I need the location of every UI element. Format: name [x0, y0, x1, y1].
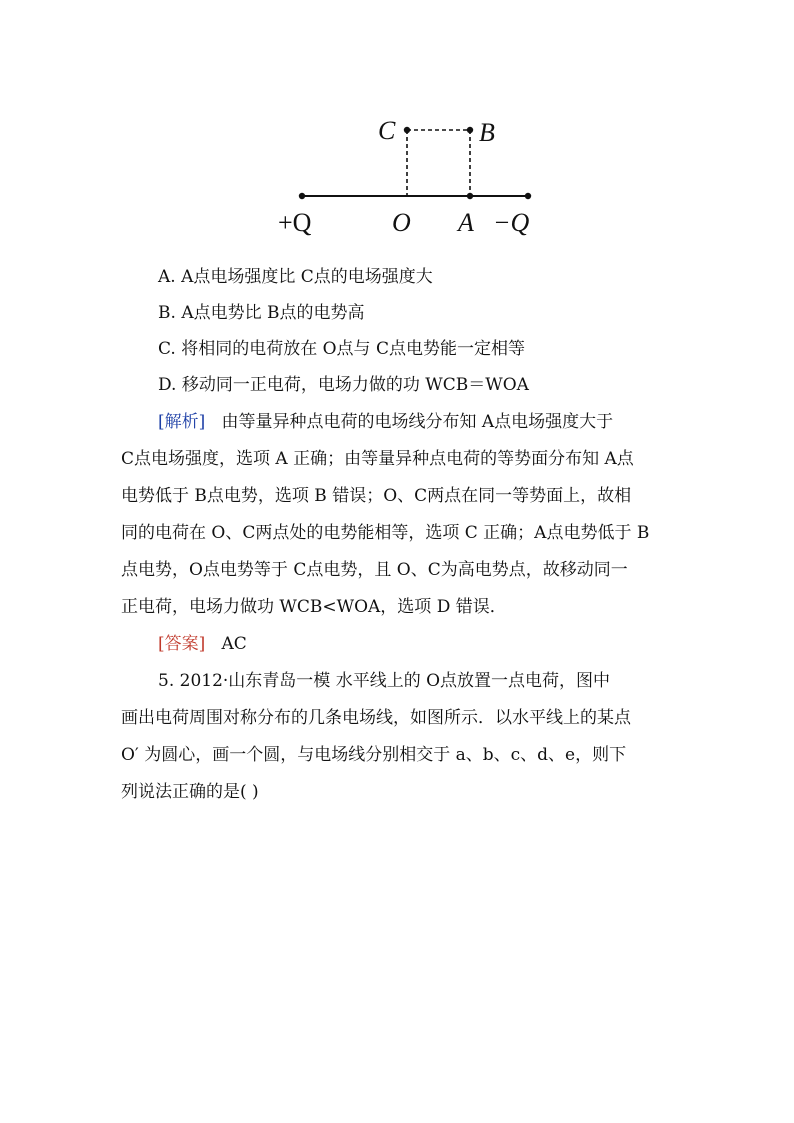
question5-line-2: 画出电荷周围对称分布的几条电场线，如图所示．以水平线上的某点 — [121, 708, 631, 728]
question5-line-1: 5. 2012·山东青岛一模 水平线上的 O点放置一点电荷，图中 — [158, 671, 611, 691]
label-o: O — [392, 208, 411, 237]
point-minus-q — [525, 193, 531, 199]
question5-line-3: O′ 为圆心，画一个圆，与电场线分别相交于 a、b、c、d、e，则下 — [121, 745, 627, 765]
analysis-line-2: C点电场强度，选项 A 正确；由等量异种点电荷的等势面分布知 A点 — [121, 449, 634, 469]
label-plus-q — [278, 208, 312, 237]
point-plus-q — [299, 193, 305, 199]
point-b — [467, 127, 473, 133]
option-c-letter: C. — [158, 339, 176, 359]
analysis-line-1 — [158, 410, 613, 434]
label-b: B — [479, 118, 495, 147]
option-c-text: 将相同的电荷放在 O点与 C点电势能一定相等 — [181, 339, 525, 359]
analysis-line-4: 同的电荷在 O、C两点处的电势能相等，选项 C 正确；A点电势低于 B — [121, 523, 650, 543]
charge-diagram-svg — [270, 110, 550, 245]
label-c: C — [378, 116, 396, 145]
option-d — [158, 373, 529, 397]
analysis-line-6: 正电荷，电场力做功 WCB<WOA，选项 D 错误． — [121, 597, 507, 617]
point-a — [467, 193, 473, 199]
label-plus-q-text: +Q — [278, 208, 312, 237]
option-a — [158, 265, 433, 289]
option-d-text: 移动同一正电荷，电场力做的功 WCB＝WOA — [181, 375, 529, 395]
answer-value: AC — [221, 634, 247, 654]
point-c — [404, 127, 410, 133]
label-a: A — [458, 208, 474, 237]
option-c — [158, 337, 525, 361]
option-b-text: A点电势比 B点的电势高 — [181, 303, 365, 323]
option-a-text: A点电场强度比 C点的电场强度大 — [181, 267, 433, 287]
analysis-text-1: 由等量异种点电荷的电场线分布知 A点电场强度大于 — [221, 412, 614, 432]
option-a-letter: A. — [158, 267, 176, 287]
question5-line-4: 列说法正确的是( ) — [121, 782, 259, 802]
analysis-line-3: 电势低于 B点电势，选项 B 错误；O、C两点在同一等势面上，故相 — [121, 486, 632, 506]
answer-tag: [答案] — [158, 634, 206, 654]
analysis-tag: [解析] — [158, 412, 206, 432]
option-b — [158, 301, 365, 325]
charge-diagram — [270, 110, 550, 245]
option-d-letter: D. — [158, 375, 177, 395]
label-minus-q: −Q — [493, 208, 530, 237]
option-b-letter: B. — [158, 303, 176, 323]
analysis-line-5: 点电势，O点电势等于 C点电势，且 O、C为高电势点，故移动同一 — [121, 560, 628, 580]
answer-line — [158, 632, 247, 656]
